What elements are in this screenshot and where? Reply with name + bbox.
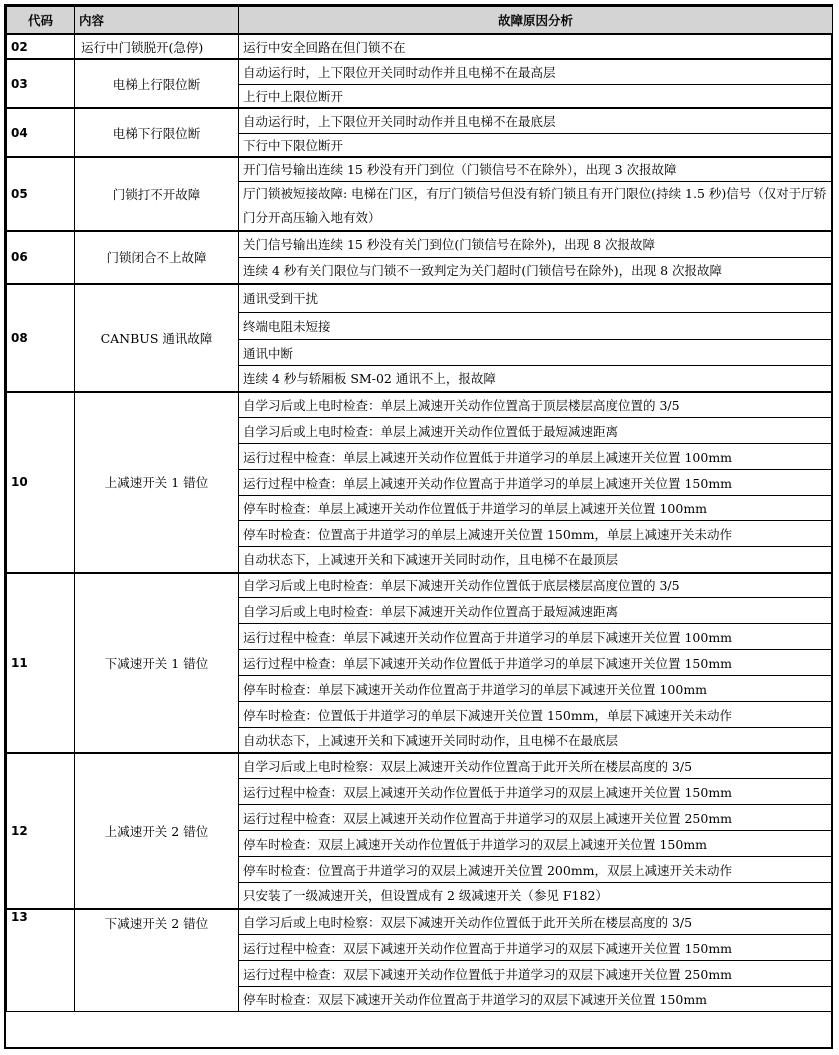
fault-reason-cell: 下行中下限位断开 (239, 133, 833, 157)
table-row (7, 573, 833, 598)
fault-reason-cell: 自学习后或上电时检察：双层下减速开关动作位置低于此开关所在楼层高度的 3/5 (239, 909, 833, 935)
fault-code-cell: 11 (7, 573, 75, 753)
fault-code-cell: 05 (7, 157, 75, 231)
fault-reason-cell: 运行中安全回路在但门锁不在 (239, 34, 833, 59)
fault-reason-cell: 自学习后或上电时检查：单层上减速开关动作位置低于最短减速距离 (239, 418, 833, 444)
fault-reason-cell: 停车时检查：单层下减速开关动作位置高于井道学习的单层下减速开关位置 100mm (239, 676, 833, 702)
fault-reason-cell: 自学习后或上电时检查：单层下减速开关动作位置高于最短减速距离 (239, 598, 833, 624)
fault-content-cell: 下减速开关 2 错位 (75, 909, 239, 1012)
table-row (7, 59, 833, 84)
fault-content-cell: 上减速开关 2 错位 (75, 753, 239, 909)
fault-code-cell: 03 (7, 59, 75, 108)
fault-content-cell: 电梯上行限位断 (75, 59, 239, 108)
table-row (7, 157, 833, 181)
table-row (7, 108, 833, 133)
fault-content-cell: 下减速开关 1 错位 (75, 573, 239, 753)
fault-reason-cell: 终端电阻未短接 (239, 313, 833, 340)
table-row (7, 34, 833, 59)
table-header-row (7, 7, 833, 35)
table-row (7, 284, 833, 313)
fault-reason-cell: 停车时检查：位置高于井道学习的单层上减速开关位置 150mm，单层上减速开关未动作 (239, 521, 833, 547)
fault-code-cell: 12 (7, 753, 75, 909)
fault-reason-cell: 只安装了一级减速开关，但设置成有 2 级减速开关（参见 F182） (239, 883, 833, 909)
fault-reason-cell: 自动状态下，上减速开关和下减速开关同时动作，且电梯不在最底层 (239, 728, 833, 753)
fault-reason-cell: 上行中上限位断开 (239, 84, 833, 108)
fault-reason-cell: 运行过程中检查：双层上减速开关动作位置高于井道学习的双层上减速开关位置 250mm (239, 805, 833, 831)
fault-reason-cell: 关门信号输出连续 15 秒没有关门到位(门锁信号在除外)，出现 8 次报故障 (239, 231, 833, 258)
fault-reason-cell: 自动状态下，上减速开关和下减速开关同时动作，且电梯不在最顶层 (239, 547, 833, 573)
fault-code-cell: 06 (7, 231, 75, 284)
fault-content-cell: 门锁打不开故障 (75, 157, 239, 231)
fault-content-cell: 运行中门锁脱开(急停) (75, 34, 239, 59)
fault-reason-cell: 自学习后或上电时检查：单层上减速开关动作位置高于顶层楼层高度位置的 3/5 (239, 392, 833, 418)
fault-code-cell: 08 (7, 284, 75, 392)
fault-reason-cell: 自学习后或上电时检察：双层上减速开关动作位置高于此开关所在楼层高度的 3/5 (239, 753, 833, 779)
fault-reason-cell: 通讯受到干扰 (239, 284, 833, 313)
fault-code-cell: 02 (7, 34, 75, 59)
header-analysis: 故障原因分析 (239, 7, 833, 35)
fault-reason-cell: 连续 4 秒与轿厢板 SM-02 通讯不上，报故障 (239, 366, 833, 392)
fault-code-table (6, 6, 833, 1012)
fault-reason-cell: 运行过程中检查：单层上减速开关动作位置高于井道学习的单层上减速开关位置 150mm (239, 470, 833, 496)
fault-reason-cell: 运行过程中检查：双层下减速开关动作位置低于井道学习的双层下减速开关位置 250mm (239, 961, 833, 987)
fault-reason-cell: 停车时检查：位置高于井道学习的双层上减速开关位置 200mm，双层上减速开关未动作 (239, 857, 833, 883)
fault-reason-cell: 停车时检查：双层上减速开关动作位置低于井道学习的双层上减速开关位置 150mm (239, 831, 833, 857)
fault-reason-cell: 停车时检查：单层上减速开关动作位置低于井道学习的单层上减速开关位置 100mm (239, 496, 833, 521)
fault-reason-cell: 停车时检查：双层下减速开关动作位置高于井道学习的双层下减速开关位置 150mm (239, 987, 833, 1012)
table-row (7, 392, 833, 418)
fault-reason-cell: 运行过程中检查：双层上减速开关动作位置低于井道学习的双层上减速开关位置 150mm (239, 779, 833, 805)
fault-reason-cell: 自动运行时，上下限位开关同时动作并且电梯不在最底层 (239, 108, 833, 133)
table-row (7, 753, 833, 779)
fault-reason-cell: 自动运行时，上下限位开关同时动作并且电梯不在最高层 (239, 59, 833, 84)
fault-reason-cell: 厅门锁被短接故障: 电梯在门区，有厅门锁信号但没有轿门锁且有开门限位(持续 1.5 秒)信号（仅对于厅轿门分开高压输入地有效） (239, 181, 833, 231)
fault-code-cell: 04 (7, 108, 75, 157)
fault-reason-cell: 连续 4 秒有关门限位与门锁不一致判定为关门超时(门锁信号在除外)，出现 8 次报故障 (239, 258, 833, 284)
table-row (7, 231, 833, 258)
fault-content-cell: 电梯下行限位断 (75, 108, 239, 157)
header-code: 代码 (7, 7, 75, 35)
fault-reason-cell: 运行过程中检查：双层下减速开关动作位置高于井道学习的双层下减速开关位置 150mm (239, 935, 833, 961)
fault-content-cell: 上减速开关 1 错位 (75, 392, 239, 573)
fault-reason-cell: 运行过程中检查：单层下减速开关动作位置高于井道学习的单层下减速开关位置 100mm (239, 624, 833, 650)
table-row (7, 909, 833, 935)
fault-reason-cell: 自学习后或上电时检查：单层下减速开关动作位置低于底层楼层高度位置的 3/5 (239, 573, 833, 598)
fault-content-cell: CANBUS 通讯故障 (75, 284, 239, 392)
fault-reason-cell: 运行过程中检查：单层上减速开关动作位置低于井道学习的单层上减速开关位置 100mm (239, 444, 833, 470)
fault-code-cell: 10 (7, 392, 75, 573)
fault-content-cell: 门锁闭合不上故障 (75, 231, 239, 284)
fault-reason-cell: 开门信号输出连续 15 秒没有开门到位（门锁信号不在除外），出现 3 次报故障 (239, 157, 833, 181)
fault-reason-cell: 运行过程中检查：单层下减速开关动作位置低于井道学习的单层下减速开关位置 150mm (239, 650, 833, 676)
header-content: 内容 (75, 7, 239, 35)
fault-code-cell: 13 (7, 909, 75, 1012)
fault-reason-cell: 停车时检查：位置低于井道学习的单层下减速开关位置 150mm，单层下减速开关未动作 (239, 702, 833, 728)
table-body (7, 34, 833, 1012)
fault-reason-cell: 通讯中断 (239, 340, 833, 366)
